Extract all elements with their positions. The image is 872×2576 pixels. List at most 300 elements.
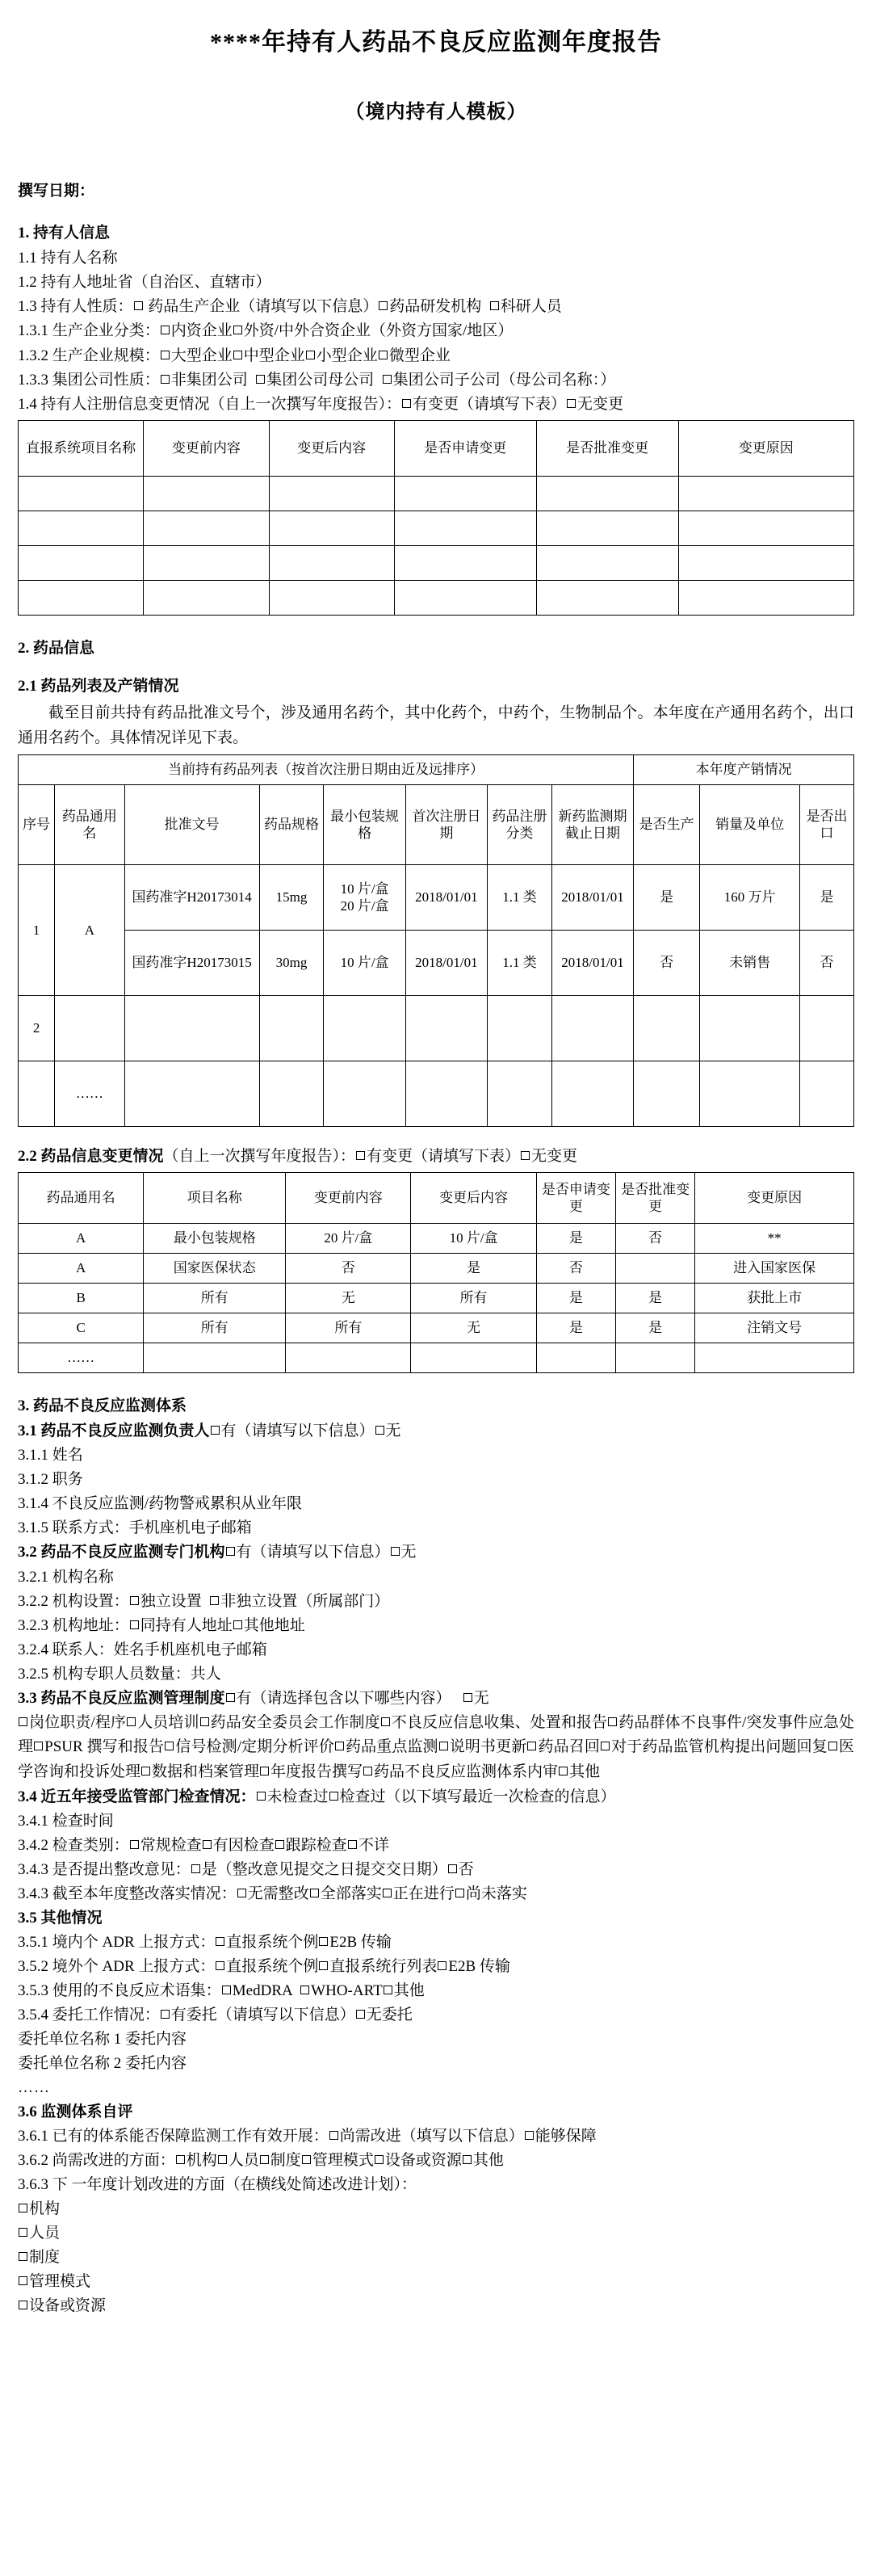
table-cell[interactable] — [144, 580, 269, 615]
option-has: 有（请选择包含以下哪些内容） — [236, 1689, 451, 1707]
checkbox-icon[interactable] — [161, 375, 170, 384]
checkbox-label: 说明书更新 — [449, 1738, 527, 1756]
field-3-6-2-label: 3.6.2 尚需改进的方面： — [18, 2152, 175, 2170]
table-header-cell: 序号 — [19, 784, 55, 864]
table-cell[interactable]: 所有 — [144, 1313, 286, 1343]
field-1-3-2-label: 1.3.2 生产企业规模： — [18, 347, 160, 364]
checkbox-icon[interactable] — [306, 351, 315, 359]
option-needs-improvement: 尚需改进（填写以下信息） — [339, 2128, 524, 2145]
checkbox-icon[interactable] — [134, 301, 143, 310]
table-row[interactable] — [19, 1061, 854, 1126]
option-independent: 独立设置 — [140, 1592, 202, 1610]
table-cell[interactable] — [678, 545, 853, 580]
checkbox-icon[interactable] — [448, 1864, 457, 1873]
checkbox-icon[interactable] — [161, 351, 170, 359]
table-cell[interactable]: 最小包装规格 — [144, 1223, 286, 1253]
checkbox-icon[interactable] — [383, 375, 392, 384]
table-header-cell: 首次注册日期 — [405, 784, 487, 864]
checkbox-icon[interactable] — [363, 1767, 372, 1775]
checkbox-icon[interactable] — [200, 1717, 209, 1726]
checkbox-icon[interactable] — [222, 1986, 231, 1994]
checkbox-label: 岗位职责/程序 — [29, 1713, 127, 1731]
table-cell[interactable]: 160 万片 — [700, 864, 800, 930]
table-cell[interactable]: ** — [695, 1223, 854, 1253]
table-header-cell: 最小包装规格 — [324, 784, 405, 864]
checkbox-icon[interactable] — [256, 375, 265, 384]
checkbox-icon[interactable] — [383, 1889, 392, 1897]
table-cell[interactable] — [411, 1343, 536, 1372]
option-subsidiary: 集团公司子公司（母公司名称：） — [392, 371, 616, 389]
table-cell[interactable] — [536, 1343, 615, 1372]
table-cell[interactable]: 10 片/盒 — [411, 1223, 536, 1253]
checkbox-icon[interactable] — [233, 351, 242, 359]
table-cell[interactable] — [616, 1253, 695, 1283]
table-header-cell: 直报系统项目名称 — [19, 420, 144, 476]
checkbox-icon[interactable] — [19, 2252, 27, 2261]
field-3-2-2-institution-setup — [18, 1590, 854, 1614]
table-cell[interactable] — [324, 995, 405, 1061]
table-cell[interactable]: B — [19, 1283, 144, 1313]
checkbox-icon[interactable] — [375, 1426, 384, 1435]
table-header-cell: 变更前内容 — [144, 420, 269, 476]
table-header-cell: 是否申请变更 — [536, 1172, 615, 1223]
option-adequate: 能够保障 — [535, 2128, 597, 2145]
checkbox-icon[interactable] — [356, 2010, 365, 2019]
table-cell[interactable]: 是 — [536, 1283, 615, 1313]
table-cell[interactable] — [634, 995, 700, 1061]
checkbox-icon[interactable] — [176, 2155, 185, 2164]
checkbox-icon[interactable] — [559, 1767, 568, 1775]
field-1-3-holder-nature — [18, 295, 854, 319]
checkbox-label: 医学咨询和投诉处理 — [18, 1738, 854, 1781]
checkbox-icon[interactable] — [161, 2010, 170, 2019]
option-yes: 是（整改意见提交之日提交交日期） — [201, 1860, 447, 1878]
table-cell[interactable]: 2 — [19, 995, 55, 1061]
checkbox-label: 其他 — [569, 1763, 601, 1781]
checkbox-icon[interactable] — [329, 1792, 338, 1801]
table-cell[interactable]: C — [19, 1313, 144, 1343]
table-cell[interactable]: A — [55, 864, 124, 995]
option-non-group: 非集团公司 — [170, 371, 248, 389]
table-cell[interactable]: 国药准字H20173015 — [124, 930, 259, 995]
option-direct-report-linelist: 直报系统行列表 — [329, 1958, 438, 1975]
checkbox-label: 药品群体不良事件/突发事件应急处理 — [18, 1713, 854, 1756]
option-all-done: 全部落实 — [320, 1885, 382, 1902]
field-1-3-3-label: 1.3.3 集团公司性质： — [18, 371, 160, 389]
table-header-cell: 变更前内容 — [286, 1172, 411, 1223]
table-cell[interactable]: 无 — [411, 1313, 536, 1343]
checkbox-icon[interactable] — [216, 1961, 224, 1970]
checkbox-label: 药品不良反应监测体系内审 — [374, 1763, 559, 1781]
checkbox-icon[interactable] — [828, 1742, 837, 1750]
table-cell[interactable] — [634, 1061, 700, 1126]
field-3-2-dedicated-institution — [18, 1540, 854, 1565]
table-header-cell: 是否生产 — [634, 784, 700, 864]
checkbox-icon[interactable] — [130, 1596, 139, 1605]
checkbox-icon[interactable] — [19, 2276, 27, 2285]
field-3-1-label: 3.1 药品不良反应监测负责人 — [18, 1422, 210, 1440]
improvement-plan-item[interactable] — [18, 2270, 854, 2294]
option-no-entrust: 无委托 — [366, 2007, 413, 2024]
table-cell[interactable] — [19, 580, 144, 615]
table-cell[interactable] — [144, 545, 269, 580]
table-header-cell: 销量及单位 — [700, 784, 800, 864]
table-cell[interactable] — [144, 511, 269, 545]
table-cell[interactable] — [124, 1061, 259, 1126]
checkbox-icon[interactable] — [130, 1840, 139, 1849]
table-cell[interactable]: 所有 — [286, 1313, 411, 1343]
table-row[interactable] — [19, 511, 854, 545]
checkbox-icon[interactable] — [275, 1840, 284, 1849]
table-cell[interactable] — [536, 476, 678, 511]
table-cell[interactable] — [536, 545, 678, 580]
table-header-cell: 药品通用名 — [19, 1172, 144, 1223]
improvement-plan-label: 机构 — [29, 2200, 61, 2218]
checkbox-icon[interactable] — [384, 1986, 392, 1994]
table-cell[interactable] — [700, 1061, 800, 1126]
table-cell[interactable] — [144, 476, 269, 511]
checkbox-icon[interactable] — [608, 1717, 617, 1726]
option-has: 有（请填写以下信息） — [236, 1544, 390, 1561]
checkbox-icon[interactable] — [210, 1596, 219, 1605]
table-cell[interactable]: 是 — [634, 864, 700, 930]
field-1-3-1-enterprise-class — [18, 319, 854, 343]
table-cell[interactable] — [394, 511, 536, 545]
table-cell[interactable] — [19, 476, 144, 511]
checkbox-icon[interactable] — [335, 1742, 344, 1750]
section-3-5-heading: 3.5 其他情况 — [18, 1909, 103, 1927]
checkbox-icon[interactable] — [319, 1961, 328, 1970]
table-cell[interactable] — [678, 511, 853, 545]
checkbox-icon[interactable] — [527, 1742, 536, 1750]
table-cell[interactable] — [800, 1061, 854, 1126]
table-cell[interactable] — [19, 511, 144, 545]
checkbox-icon[interactable] — [319, 1937, 328, 1946]
checkbox-icon[interactable] — [356, 1151, 365, 1160]
improvement-plan-label: 制度 — [29, 2249, 61, 2267]
table-cell[interactable]: 否 — [616, 1223, 695, 1253]
option-other: 其他 — [472, 2152, 504, 2170]
table-cell[interactable]: 15mg — [259, 864, 324, 930]
checkbox-icon[interactable] — [463, 2155, 472, 2164]
table-header-cell: 是否出口 — [800, 784, 854, 864]
table-cell[interactable]: 否 — [634, 930, 700, 995]
checkbox-icon[interactable] — [329, 2131, 338, 2140]
table-cell[interactable]: 是 — [616, 1283, 695, 1313]
table-cell[interactable] — [678, 476, 853, 511]
option-system: 制度 — [270, 2152, 301, 2170]
table-cell[interactable] — [19, 545, 144, 580]
checkbox-icon[interactable] — [490, 301, 499, 310]
drug-list-table — [18, 754, 854, 1127]
table-cell[interactable] — [695, 1343, 854, 1372]
checkbox-icon[interactable] — [601, 1742, 610, 1750]
table-cell[interactable]: 是 — [411, 1253, 536, 1283]
field-1-3-2-enterprise-scale — [18, 344, 854, 368]
field-3-5-3-terminology — [18, 1979, 854, 2003]
improvement-plan-item[interactable] — [18, 2246, 854, 2270]
drug-info-change-table — [18, 1172, 854, 1373]
table-row[interactable] — [19, 580, 854, 615]
table-row[interactable] — [19, 995, 854, 1061]
table-cell[interactable]: 否 — [536, 1253, 615, 1283]
table-cell[interactable]: 获批上市 — [695, 1283, 854, 1313]
checkbox-icon[interactable] — [439, 1742, 448, 1750]
table-cell[interactable]: 否 — [800, 930, 854, 995]
group-header-production-sales: 本年度产销情况 — [634, 754, 854, 784]
field-3-2-2-label: 3.2.2 机构设置： — [18, 1592, 129, 1610]
checkbox-icon[interactable] — [34, 1742, 43, 1750]
option-has-entrust: 有委托（请填写以下信息） — [170, 2007, 355, 2024]
table-cell[interactable]: 2018/01/01 — [405, 930, 487, 995]
table-row[interactable] — [19, 864, 854, 930]
checkbox-icon[interactable] — [19, 2204, 27, 2213]
improvement-plan-item[interactable] — [18, 2294, 854, 2318]
table-cell[interactable] — [536, 580, 678, 615]
option-none: 无 — [385, 1422, 401, 1440]
option-for-cause: 有因检查 — [212, 1836, 275, 1854]
checkbox-icon[interactable] — [165, 1742, 174, 1750]
checkbox-icon[interactable] — [302, 2155, 311, 2164]
table-cell[interactable] — [678, 580, 853, 615]
checkbox-icon[interactable] — [300, 1986, 309, 1994]
table-cell[interactable] — [551, 1061, 633, 1126]
checkbox-icon[interactable] — [191, 1864, 200, 1873]
table-cell[interactable]: …… — [19, 1343, 144, 1372]
field-3-1-responsible-person — [18, 1419, 854, 1443]
table-cell[interactable] — [55, 995, 124, 1061]
field-3-3-label: 3.3 药品不良反应监测管理制度 — [18, 1689, 225, 1707]
table-cell[interactable] — [286, 1343, 411, 1372]
checkbox-icon[interactable] — [19, 2228, 27, 2237]
table-cell[interactable]: …… — [55, 1061, 124, 1126]
field-1-2-holder-province: 1.2 持有人地址省（自治区、直辖市） — [18, 274, 271, 292]
table-cell[interactable]: 2018/01/01 — [405, 864, 487, 930]
checkbox-label: 药品安全委员会工作制度 — [210, 1713, 380, 1731]
checkbox-icon[interactable] — [310, 1889, 319, 1897]
checkbox-icon[interactable] — [260, 1767, 269, 1775]
table-cell[interactable]: 所有 — [144, 1283, 286, 1313]
table-cell[interactable] — [124, 995, 259, 1061]
table-cell[interactable] — [259, 1061, 324, 1126]
checkbox-icon[interactable] — [161, 326, 170, 334]
table-row[interactable] — [19, 930, 854, 995]
option-other-address: 其他地址 — [243, 1616, 305, 1634]
table-header-row — [19, 784, 854, 864]
checkbox-icon[interactable] — [233, 326, 242, 334]
table-cell[interactable] — [144, 1343, 286, 1372]
field-3-1-5-contact: 3.1.5 联系方式：手机座机电子邮箱 — [18, 1519, 252, 1537]
checkbox-icon[interactable] — [226, 1547, 235, 1556]
table-header-cell: 变更原因 — [695, 1172, 854, 1223]
checkbox-icon[interactable] — [218, 2155, 227, 2164]
checkbox-icon[interactable] — [211, 1426, 220, 1435]
table-cell[interactable] — [394, 545, 536, 580]
table-header-cell: 批准文号 — [124, 784, 259, 864]
improvement-plan-item[interactable] — [18, 2221, 854, 2246]
checkbox-icon[interactable] — [379, 301, 388, 310]
table-row[interactable] — [19, 1313, 854, 1343]
option-other: 其他 — [393, 1982, 425, 2000]
table-cell[interactable]: 是 — [536, 1223, 615, 1253]
checkbox-icon[interactable] — [216, 1937, 224, 1946]
improvement-plan-item[interactable] — [18, 2197, 854, 2221]
table-row[interactable] — [19, 545, 854, 580]
table-cell[interactable]: 国家医保状态 — [144, 1253, 286, 1283]
table-cell[interactable]: A — [19, 1223, 144, 1253]
table-cell[interactable]: 所有 — [411, 1283, 536, 1313]
table-cell[interactable] — [269, 511, 394, 545]
table-cell[interactable]: 30mg — [259, 930, 324, 995]
table-row[interactable] — [19, 1343, 854, 1372]
checkbox-icon[interactable] — [375, 2155, 384, 2164]
table-cell[interactable] — [269, 580, 394, 615]
checkbox-icon[interactable] — [381, 1717, 390, 1726]
field-3-5-3-label: 3.5.3 使用的不良反应术语集： — [18, 1982, 221, 2000]
field-3-5-4-label: 3.5.4 委托工作情况： — [18, 2007, 160, 2024]
table-row[interactable] — [19, 476, 854, 511]
checkbox-label: 药品召回 — [538, 1738, 601, 1756]
table-cell[interactable] — [19, 1061, 55, 1126]
table-group-header-row — [19, 754, 854, 784]
table-cell[interactable] — [800, 995, 854, 1061]
checkbox-icon[interactable] — [127, 1717, 136, 1726]
table-cell[interactable]: 国药准字H20173014 — [124, 864, 259, 930]
table-cell[interactable]: 注销文号 — [695, 1313, 854, 1343]
option-followup: 跟踪检查 — [285, 1836, 347, 1854]
table-cell[interactable] — [259, 995, 324, 1061]
table-cell[interactable]: 10 片/盒 — [324, 930, 405, 995]
table-row[interactable] — [19, 1253, 854, 1283]
table-cell[interactable]: 1.1 类 — [488, 864, 552, 930]
table-cell[interactable]: 2018/01/01 — [551, 930, 633, 995]
table-cell[interactable] — [616, 1343, 695, 1372]
option-e2b: E2B 传输 — [448, 1958, 510, 1975]
option-equipment-resource: 设备或资源 — [384, 2152, 462, 2170]
table-cell[interactable] — [394, 580, 536, 615]
option-has-change: 有变更（请填写下表） — [413, 395, 567, 413]
table-row[interactable] — [19, 1223, 854, 1253]
checkbox-icon[interactable] — [130, 1620, 139, 1629]
checkbox-icon[interactable] — [525, 2131, 534, 2140]
field-3-4-3-corrective-opinion — [18, 1858, 854, 1882]
improvement-plan-label: 设备或资源 — [29, 2297, 107, 2315]
checkbox-icon[interactable] — [348, 1840, 357, 1849]
table-cell[interactable]: 未销售 — [700, 930, 800, 995]
table-cell[interactable] — [269, 476, 394, 511]
checkbox-icon[interactable] — [257, 1792, 266, 1801]
option-manufacturer: 药品生产企业（请填写以下信息） — [148, 298, 379, 316]
checkbox-icon[interactable] — [402, 399, 411, 408]
option-no: 否 — [458, 1860, 474, 1878]
checkbox-icon[interactable] — [237, 1889, 246, 1897]
field-2-2-label: 2.2 药品信息变更情况 — [18, 1147, 164, 1165]
table-cell[interactable] — [269, 545, 394, 580]
section-2-1-paragraph: 截至目前共持有药品批准文号个，涉及通用名药个，其中化药个，中药个，生物制品个。本年度在产通用名药个，出口通用名药个。具体情况详见下表。 — [18, 704, 854, 747]
table-cell[interactable]: 1.1 类 — [488, 930, 552, 995]
field-1-1-holder-name: 1.1 持有人名称 — [18, 250, 118, 267]
option-large-enterprise: 大型企业 — [170, 347, 233, 364]
field-3-5-1-label: 3.5.1 境内个 ADR 上报方式： — [18, 1933, 216, 1951]
option-has-change: 有变更（请填写下表） — [367, 1147, 521, 1165]
section-2-1-heading: 2.1 药品列表及产销情况 — [18, 677, 179, 695]
option-who-art: WHO-ART — [311, 1982, 383, 2000]
table-cell[interactable] — [488, 1061, 552, 1126]
checkbox-icon[interactable] — [391, 1547, 400, 1556]
table-cell[interactable] — [324, 1061, 405, 1126]
table-cell[interactable] — [488, 995, 552, 1061]
checkbox-icon[interactable] — [379, 351, 388, 359]
checkbox-icon[interactable] — [226, 1693, 235, 1702]
checkbox-icon[interactable] — [455, 1889, 464, 1897]
table-cell[interactable]: 20 片/盒 — [286, 1223, 411, 1253]
option-none: 无 — [473, 1689, 489, 1707]
table-cell[interactable]: 是 — [616, 1313, 695, 1343]
table-cell[interactable]: 2018/01/01 — [551, 864, 633, 930]
checkbox-icon[interactable] — [141, 1767, 150, 1775]
checkbox-icon[interactable] — [233, 1620, 242, 1629]
field-3-4-2-label: 3.4.2 检查类别： — [18, 1836, 129, 1854]
table-cell[interactable]: 无 — [286, 1283, 411, 1313]
section-1-heading: 1. 持有人信息 — [18, 225, 111, 242]
checkbox-icon[interactable] — [19, 1717, 27, 1726]
improvement-plan-list — [18, 2197, 854, 2318]
table-cell[interactable]: 10 片/盒 20 片/盒 — [324, 864, 405, 930]
table-cell[interactable] — [405, 995, 487, 1061]
section-3-6-heading: 3.6 监测体系自评 — [18, 2103, 133, 2121]
table-cell[interactable] — [394, 476, 536, 511]
table-header-cell: 新药监测期截止日期 — [551, 784, 633, 864]
field-3-6-3-next-year-plan: 3.6.3 下 一年度计划改进的方面（在横线处简述改进计划）： — [18, 2176, 417, 2194]
checkbox-icon[interactable] — [521, 1151, 530, 1160]
field-3-2-3-label: 3.2.3 机构地址： — [18, 1616, 129, 1634]
table-cell[interactable]: 1 — [19, 864, 55, 995]
table-cell[interactable]: 否 — [286, 1253, 411, 1283]
option-management-mode: 管理模式 — [312, 2152, 374, 2170]
table-cell[interactable] — [700, 995, 800, 1061]
option-small-enterprise: 小型企业 — [316, 347, 378, 364]
checkbox-label: 对于药品监管机构提出问题回复 — [611, 1738, 828, 1756]
checkbox-icon[interactable] — [203, 1840, 212, 1849]
field-1-3-3-group-nature — [18, 368, 854, 393]
field-3-3-management-system — [18, 1687, 854, 1711]
table-row[interactable] — [19, 1283, 854, 1313]
table-cell[interactable] — [536, 511, 678, 545]
table-cell[interactable] — [551, 995, 633, 1061]
improvement-plan-label: 人员 — [29, 2225, 61, 2242]
option-none: 无 — [400, 1544, 417, 1561]
checkbox-label: 数据和档案管理 — [152, 1763, 260, 1781]
checkbox-icon[interactable] — [567, 399, 576, 408]
table-cell[interactable]: 是 — [800, 864, 854, 930]
table-header-cell: 药品规格 — [259, 784, 324, 864]
table-cell[interactable] — [405, 1061, 487, 1126]
page-title: ****年持有人药品不良反应监测年度报告 — [210, 29, 662, 56]
checkbox-icon[interactable] — [260, 2155, 269, 2164]
field-3-5-4-outsourcing — [18, 2003, 854, 2028]
table-cell[interactable]: 是 — [536, 1313, 615, 1343]
table-cell[interactable]: 进入国家医保 — [695, 1253, 854, 1283]
table-cell[interactable]: A — [19, 1253, 144, 1283]
option-rnd-institution: 药品研发机构 — [389, 298, 482, 316]
checkbox-icon[interactable] — [438, 1961, 446, 1970]
checkbox-icon[interactable] — [463, 1693, 472, 1702]
table-header-cell: 变更后内容 — [269, 420, 394, 476]
section-3-heading: 3. 药品不良反应监测体系 — [18, 1397, 187, 1414]
field-3-4-label: 3.4 近五年接受监管部门检查情况： — [18, 1788, 256, 1805]
checkbox-icon[interactable] — [19, 2301, 27, 2309]
option-in-progress: 正在进行 — [392, 1885, 455, 1902]
